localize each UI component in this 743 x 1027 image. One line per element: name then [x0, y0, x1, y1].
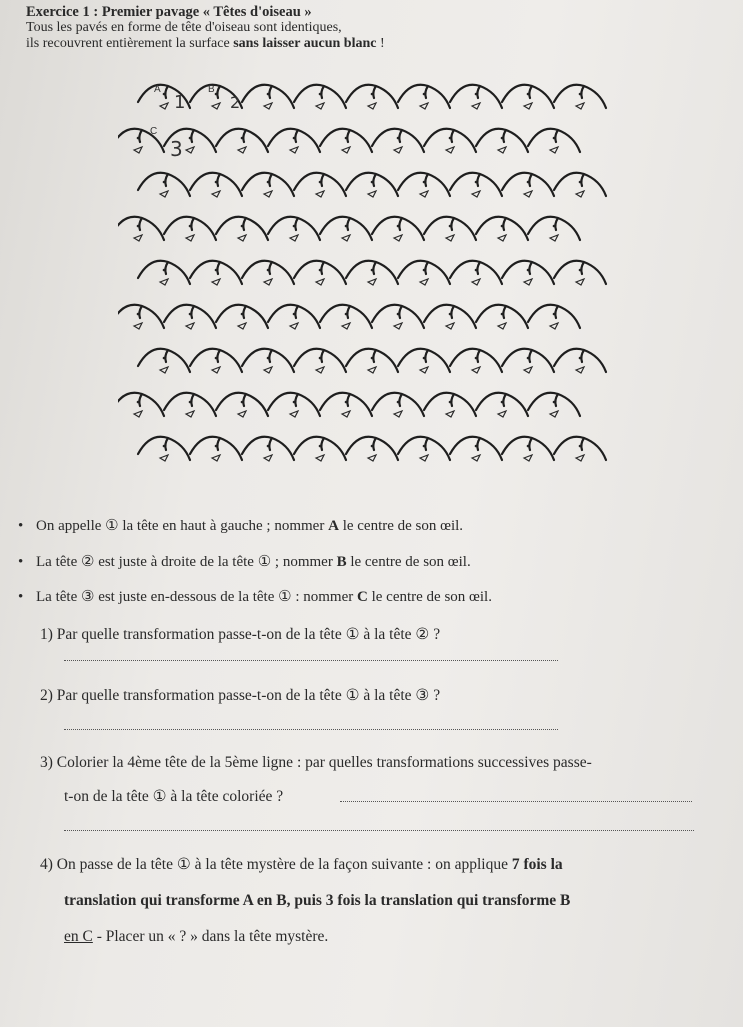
bird-beak — [212, 455, 220, 461]
instruction-2 — [36, 553, 471, 571]
bird-beak — [212, 279, 220, 285]
question-4-line-1-start: 4) On passe de la tête ① à la tête mystère de la façon suivante : on applique — [40, 856, 512, 873]
bird-beak — [524, 455, 532, 461]
bird-eye — [319, 269, 322, 272]
bird-eye — [449, 401, 452, 404]
bird-eye — [449, 137, 452, 140]
bird-eye — [267, 357, 270, 360]
bird-beak — [160, 367, 168, 373]
bird-eye — [215, 445, 218, 448]
bird-beak — [498, 147, 506, 153]
bird-beak — [550, 147, 558, 153]
bird-beak — [238, 147, 246, 153]
question-3-line-2: t-on de la tête ① à la tête coloriée ? — [64, 788, 284, 805]
bird-eye — [527, 445, 530, 448]
instruction-1-pre: On appelle — [36, 518, 106, 534]
bird-eye — [527, 269, 530, 272]
bird-beak — [290, 323, 298, 329]
bird-eye — [267, 93, 270, 96]
bird-beak — [524, 191, 532, 197]
instruction-3-circ: ③ — [80, 589, 95, 605]
bird-beak — [576, 103, 584, 109]
bird-eye — [345, 225, 348, 228]
bird-beak — [394, 411, 402, 417]
bird-beak — [186, 235, 194, 241]
bird-eye — [397, 225, 400, 228]
bird-beak — [446, 323, 454, 329]
bird-eye — [137, 401, 140, 404]
bird-beak — [212, 191, 220, 197]
bird-beak — [368, 191, 376, 197]
bird-eye — [163, 181, 166, 184]
bird-beak — [420, 367, 428, 373]
bird-eye — [397, 313, 400, 316]
bird-beak — [134, 411, 142, 417]
bird-eye — [137, 225, 140, 228]
instruction-1-post: le centre de son œil. — [338, 518, 464, 534]
instruction-2-circ: ② — [80, 554, 95, 570]
question-1: 1) Par quelle transformation passe-t-on de la tête ① à la tête ② ? — [40, 626, 441, 643]
bird-eye — [579, 445, 582, 448]
bird-beak — [238, 235, 246, 241]
bird-beak — [316, 279, 324, 285]
bird-beak — [472, 191, 480, 197]
bird-eye — [241, 137, 244, 140]
bird-beak — [420, 455, 428, 461]
instruction-3-bold: C — [357, 589, 368, 605]
bird-beak — [394, 323, 402, 329]
bird-eye — [527, 93, 530, 96]
bird-beak — [264, 279, 272, 285]
bird-beak — [238, 411, 246, 417]
bird-beak — [212, 103, 220, 109]
bird-eye — [137, 313, 140, 316]
bird-eye — [371, 181, 374, 184]
bird-eye — [319, 93, 322, 96]
bird-beak — [472, 455, 480, 461]
bird-eye — [449, 313, 452, 316]
tile-number-1: 1 — [174, 92, 186, 113]
bird-beak — [264, 191, 272, 197]
bird-eye — [189, 401, 192, 404]
exercise-title: Exercice 1 : Premier pavage « Têtes d'oiseau » — [26, 4, 312, 20]
bird-eye — [397, 137, 400, 140]
bird-beak — [316, 191, 324, 197]
bird-beak — [160, 279, 168, 285]
bird-eye — [137, 137, 140, 140]
bird-beak — [134, 235, 142, 241]
bird-beak — [550, 323, 558, 329]
bird-eye — [319, 357, 322, 360]
bird-beak — [576, 279, 584, 285]
bird-beak — [134, 147, 142, 153]
bird-eye — [397, 401, 400, 404]
bird-eye — [189, 225, 192, 228]
bird-eye — [475, 181, 478, 184]
bird-beak — [550, 235, 558, 241]
question-4-line-1 — [40, 856, 563, 874]
intro-line-2-bold: sans laisser aucun blanc — [233, 36, 377, 51]
instruction-2-post: le centre de son œil. — [346, 554, 471, 570]
bird-beak — [186, 323, 194, 329]
bird-eye — [267, 269, 270, 272]
bird-beak — [342, 323, 350, 329]
bird-eye — [579, 181, 582, 184]
bird-beak — [290, 147, 298, 153]
instruction-3-pre: La tête — [36, 589, 81, 605]
question-4-line-3-underlined: en C — [64, 928, 93, 945]
instruction-1 — [36, 517, 463, 535]
answer-line-1[interactable] — [64, 660, 558, 661]
instruction-3-post: le centre de son œil. — [367, 589, 492, 605]
bird-eye — [371, 445, 374, 448]
instruction-1-bold: A — [328, 518, 339, 534]
bird-eye — [475, 357, 478, 360]
bird-beak — [550, 411, 558, 417]
question-4-line-3-rest: - Placer un « ? » dans la tête mystère. — [92, 928, 329, 945]
bird-eye — [579, 93, 582, 96]
bird-beak — [186, 147, 194, 153]
bird-eye — [189, 313, 192, 316]
bird-eye — [267, 445, 270, 448]
bird-eye — [215, 269, 218, 272]
intro-line-2 — [26, 36, 385, 52]
bird-eye — [501, 137, 504, 140]
question-3-line-1: 3) Colorier la 4ème tête de la 5ème ligne : par quelles transformations successives passe- — [40, 754, 592, 771]
tessellation-tiles — [118, 85, 606, 461]
bird-eye — [449, 225, 452, 228]
bird-beak — [290, 235, 298, 241]
question-4-line-2: translation qui transforme A en B, puis 3 fois la translation qui transforme B — [64, 892, 571, 909]
instruction-1-mid: la tête en haut à gauche ; nommer — [118, 518, 329, 534]
bird-beak — [342, 411, 350, 417]
bird-eye — [215, 93, 218, 96]
intro-line-2-end: ! — [376, 36, 385, 51]
bird-beak — [368, 279, 376, 285]
bird-beak — [446, 411, 454, 417]
label-A: A — [154, 84, 161, 95]
label-C: C — [150, 126, 158, 137]
question-4-line-1-bold: 7 fois la — [511, 856, 563, 873]
bird-eye — [475, 445, 478, 448]
bird-eye — [163, 357, 166, 360]
bird-beak — [212, 367, 220, 373]
bird-eye — [553, 137, 556, 140]
bird-head-tessellation — [118, 62, 618, 502]
question-4-line-3 — [64, 928, 328, 946]
bird-eye — [423, 181, 426, 184]
tile-number-3: 3 — [170, 137, 183, 161]
bird-eye — [345, 137, 348, 140]
bird-beak — [160, 191, 168, 197]
bird-beak — [342, 235, 350, 241]
bird-beak — [576, 455, 584, 461]
bird-beak — [186, 411, 194, 417]
bird-beak — [290, 411, 298, 417]
answer-line-3b[interactable] — [64, 830, 694, 831]
bird-eye — [241, 313, 244, 316]
bird-beak — [394, 235, 402, 241]
bird-beak — [446, 235, 454, 241]
bird-eye — [293, 401, 296, 404]
bird-eye — [241, 225, 244, 228]
bird-eye — [423, 93, 426, 96]
answer-line-3a[interactable] — [340, 801, 692, 802]
bird-eye — [553, 401, 556, 404]
bird-beak — [524, 279, 532, 285]
bird-eye — [501, 313, 504, 316]
instruction-2-bold: B — [336, 554, 347, 570]
bird-eye — [319, 181, 322, 184]
bird-beak — [472, 279, 480, 285]
bird-beak — [316, 455, 324, 461]
bird-beak — [316, 367, 324, 373]
bird-eye — [189, 137, 192, 140]
bird-beak — [446, 147, 454, 153]
bird-beak — [160, 103, 168, 109]
bird-beak — [524, 367, 532, 373]
bird-eye — [371, 357, 374, 360]
bird-beak — [498, 323, 506, 329]
bird-beak — [264, 367, 272, 373]
bird-eye — [527, 357, 530, 360]
bird-beak — [134, 323, 142, 329]
bird-eye — [293, 225, 296, 228]
bird-eye — [215, 181, 218, 184]
bird-eye — [579, 269, 582, 272]
bird-eye — [501, 225, 504, 228]
bird-eye — [475, 269, 478, 272]
bird-beak — [264, 103, 272, 109]
bird-beak — [394, 147, 402, 153]
instruction-3-mid: est juste en-dessous de la tête ① : nommer — [94, 589, 357, 605]
bird-eye — [371, 269, 374, 272]
bird-beak — [498, 235, 506, 241]
bird-eye — [163, 93, 166, 96]
instruction-1-circ: ① — [105, 518, 119, 534]
bird-eye — [423, 357, 426, 360]
bird-beak — [576, 191, 584, 197]
bird-beak — [498, 411, 506, 417]
bird-beak — [524, 103, 532, 109]
instruction-2-pre: La tête — [36, 554, 81, 570]
bird-eye — [163, 269, 166, 272]
bird-beak — [238, 323, 246, 329]
bird-eye — [371, 93, 374, 96]
bird-eye — [319, 445, 322, 448]
bird-eye — [423, 445, 426, 448]
label-B: B — [208, 84, 215, 95]
bird-eye — [423, 269, 426, 272]
answer-line-2[interactable] — [64, 729, 558, 730]
bird-beak — [368, 455, 376, 461]
bird-eye — [293, 137, 296, 140]
bird-eye — [215, 357, 218, 360]
bird-beak — [420, 279, 428, 285]
bird-beak — [342, 147, 350, 153]
bird-beak — [316, 103, 324, 109]
bird-beak — [472, 103, 480, 109]
bird-eye — [527, 181, 530, 184]
tile-number-2: 2 — [230, 93, 241, 112]
bird-eye — [475, 93, 478, 96]
bird-beak — [160, 455, 168, 461]
bird-beak — [264, 455, 272, 461]
intro-line-2-start: ils recouvrent entièrement la surface — [26, 36, 234, 51]
bird-eye — [553, 225, 556, 228]
bird-eye — [163, 445, 166, 448]
bird-eye — [553, 313, 556, 316]
bird-beak — [420, 103, 428, 109]
bird-eye — [293, 313, 296, 316]
bird-beak — [472, 367, 480, 373]
bird-eye — [267, 181, 270, 184]
bird-eye — [501, 401, 504, 404]
bird-beak — [368, 367, 376, 373]
bird-beak — [576, 367, 584, 373]
bird-eye — [345, 313, 348, 316]
question-2: 2) Par quelle transformation passe-t-on de la tête ① à la tête ③ ? — [40, 687, 441, 704]
bird-eye — [241, 401, 244, 404]
bird-eye — [579, 357, 582, 360]
bird-beak — [368, 103, 376, 109]
instruction-3 — [36, 588, 492, 606]
instruction-2-mid: est juste à droite de la tête ① ; nommer — [94, 554, 337, 570]
bird-eye — [345, 401, 348, 404]
intro-line-1: Tous les pavés en forme de tête d'oiseau sont identiques, — [26, 20, 342, 35]
bird-beak — [420, 191, 428, 197]
